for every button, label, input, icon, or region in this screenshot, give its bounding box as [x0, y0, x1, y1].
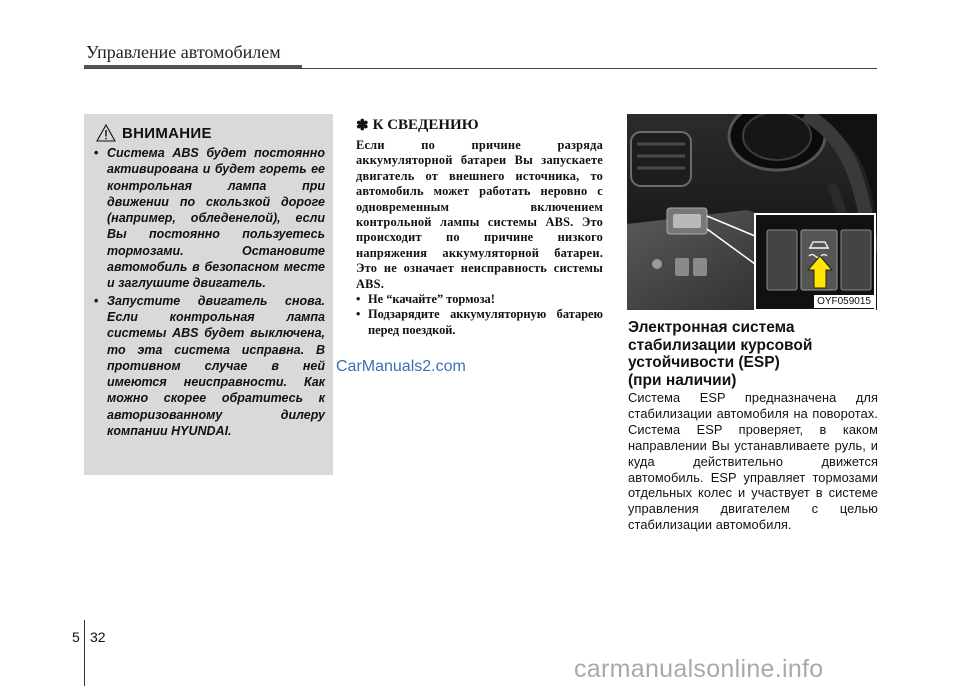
- footer-divider: [84, 620, 85, 686]
- esp-switch-photo: [627, 114, 877, 310]
- warning-item: • Запустите двигатель снова. Если контрольная лампа системы ABS будет выключена, то эта система исправна. В противном случае в ней имеются неисправности. Как можно скорее обратитесь к авторизованному дилеру компании HYUNDAI.: [94, 293, 325, 439]
- info-note: [356, 114, 603, 338]
- info-paragraph: Если по причине разряда аккумуляторной батареи Вы запускаете двигатель от внешнего источника, то автомобиль может работать неровно с одновременным включением контрольной лампы системы ABS. Это происходит по причине низкого напряжения аккумуляторной батареи. Это не означает неисправность системы ABS.: [356, 138, 603, 291]
- warning-header: [96, 122, 325, 144]
- figure-code: OYF059015: [814, 295, 874, 308]
- chapter-number: 5: [72, 629, 80, 645]
- warning-item: • Система ABS будет постоянно активирована и будет гореть ее контрольная лампа при движении по скользкой дороге (например, обледенелой), если Вы постоянно пользуетесь тормозами. Остановите автомобиль в безопасном месте и заглушите двигатель.: [94, 146, 325, 291]
- info-bullet: • Не “качайте” тормоза!: [356, 292, 495, 307]
- watermark-link[interactable]: CarManuals2.com: [336, 358, 466, 375]
- page-section-title: Управление автомобилем: [86, 42, 281, 62]
- asterisk-icon: ✽: [356, 117, 369, 134]
- footer-site-watermark[interactable]: carmanualsonline.info: [574, 655, 824, 683]
- esp-heading: Электронная система стабилизации курсовой устойчивости (ESP) (при наличии): [628, 319, 813, 389]
- info-header: [356, 114, 603, 136]
- header-rule: [84, 68, 877, 69]
- warning-triangle-icon: [96, 124, 116, 142]
- info-title: К СВЕДЕНИЮ: [372, 116, 479, 133]
- esp-description: Система ESP предназначена для стабилизации автомобиля на поворотах. Система ESP проверяет, в каком направлении Вы устанавливаете руль, и куда действительно движется автомобиль. ESP управляет тормозами отдельных колес и участвует в системе управления двигателем с целью стабилизации автомобиля.: [628, 390, 878, 533]
- page-number: 32: [90, 629, 106, 645]
- info-bullet: • Подзарядите аккумуляторную батарею перед поездкой.: [356, 307, 603, 337]
- warning-box: [84, 114, 333, 475]
- warning-title: ВНИМАНИЕ: [122, 124, 212, 142]
